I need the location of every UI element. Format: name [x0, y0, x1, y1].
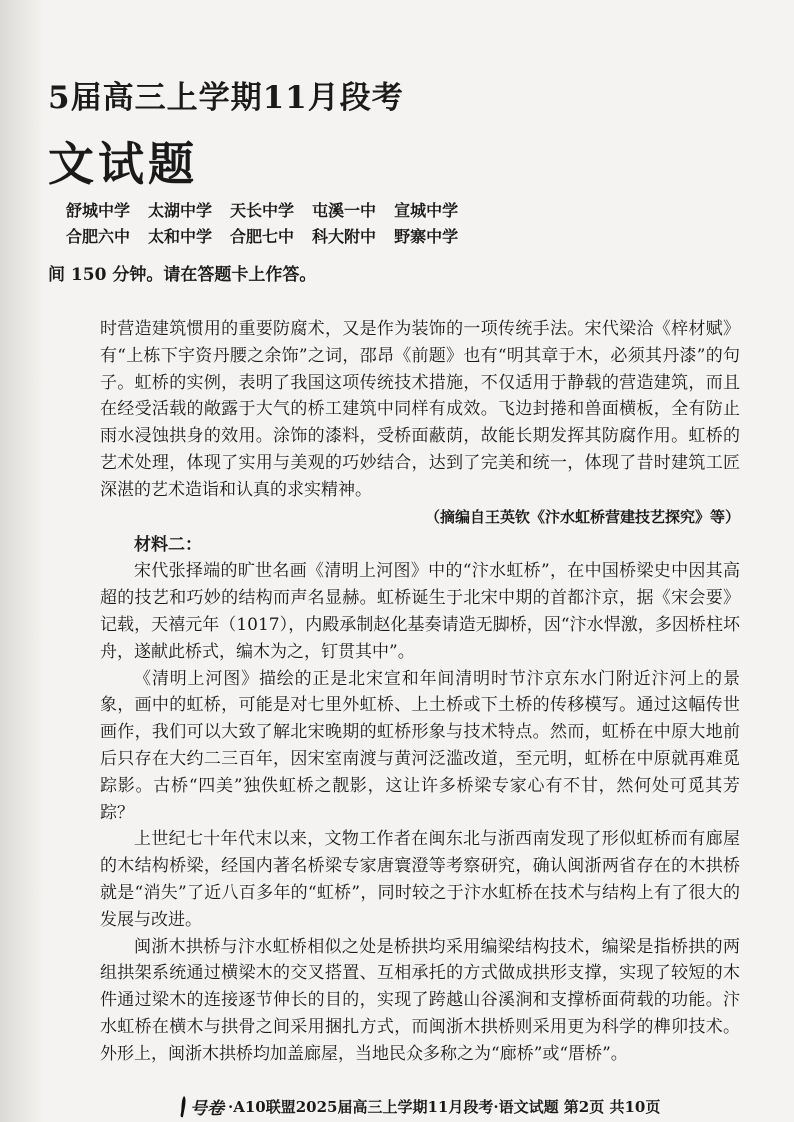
- page-edge-shadow: [0, 0, 44, 1122]
- publisher-logo: [178, 1094, 224, 1119]
- footer-text: ·A10联盟2025届高三上学期11月段考·语文试题 第2页 共10页: [228, 1098, 661, 1116]
- material1-paragraph: 时营造建筑惯用的重要防腐术，又是作为装饰的一项传统手法。宋代梁洽《梓材赋》有“上栋下宇资丹腰之余饰”之词，邵昂《前题》也有“明其章于木，必须其丹漆”的句子。虹桥的实例，表明了我国这项传统技术措施，不仅适用于静载的营造建筑，而且在经受活载的敞露于大气的桥工建筑中同样有成效。飞边封捲和兽面横板，全有防止雨水浸蚀拱身的效用。涂饰的漆料，受桥面蔽荫，故能长期发挥其防腐作用。虹桥的艺术处理，体现了实用与美观的巧妙结合，达到了完美和统一，体现了昔时建筑工匠深湛的艺术造诣和认真的求实精神。: [100, 319, 740, 500]
- brush-stroke-icon: [178, 1095, 188, 1119]
- page-footer: [178, 1094, 660, 1119]
- school-name: 太湖中学: [148, 200, 213, 220]
- material2-paragraph: 闽浙木拱桥与汴水虹桥相似之处是桥拱均采用编梁结构技术，编梁是指桥拱的两组拱架系统通过横梁木的交叉搭置、互相承托的方式做成拱形支撑，实现了较短的木件通过梁木的连接逐节伸长的目的，实现了跨越山谷溪涧和支撑桥面荷载的功能。汴水虹桥在横木与拱骨之间采用捆扎方式，而闽浙木拱桥则采用更为科学的榫卯技术。外形上，闽浙木拱桥均加盖廊屋，当地民众多称之为“廊桥”或“厝桥”。: [100, 936, 740, 1064]
- school-name: 天长中学: [230, 200, 295, 220]
- school-name: 宣城中学: [394, 200, 459, 220]
- school-name: 合肥六中: [66, 226, 131, 246]
- school-row-2: [66, 222, 476, 248]
- school-name: 太和中学: [148, 226, 213, 246]
- logo-text: 号卷: [190, 1099, 224, 1119]
- school-name: 野寨中学: [394, 226, 459, 246]
- school-name: 科大附中: [312, 226, 377, 246]
- material2-paragraph: 宋代张择端的旷世名画《清明上河图》中的“汴水虹桥”，在中国桥梁史中因其高超的技艺和巧妙的结构而声名显赫。虹桥诞生于北宋中期的首都汴京，据《宋会要》记载，天禧元年（1017），内殿承制赵化基奏请造无脚桥，因“汴水悍激，多因桥柱坏舟，遂献此桥式，编木为之，钉贯其中”。: [100, 561, 740, 662]
- reading-material: [100, 316, 740, 1068]
- material2-heading: 材料二：: [134, 534, 202, 555]
- school-name: 屯溪一中: [312, 200, 377, 220]
- material1-source: （摘编自王英钦《汴水虹桥营建技艺探究》等）: [424, 507, 740, 526]
- exam-time-instruction: 间 150 分钟。请在答题卡上作答。: [48, 265, 317, 285]
- school-row-1: [66, 196, 476, 222]
- school-name: 舒城中学: [66, 200, 131, 220]
- school-list: [66, 196, 476, 248]
- material2-paragraph: 《清明上河图》描绘的正是北宋宣和年间清明时节汴京东水门附近汴河上的景象，画中的虹桥，可能是对七里外虹桥、上土桥或下土桥的传移模写。通过这幅传世画作，我们可以大致了解北宋晚期的虹桥形象与技术特点。然而，虹桥在中原大地前后只存在大约二三百年，因宋室南渡与黄河泛滥改道，至元明，虹桥在中原就再难觅踪影。古桥“四美”独佚虹桥之靓影，这让许多桥梁专家心有不甘，然何处可觅其芳踪？: [100, 668, 740, 823]
- exam-title: 5届高三上学期11月段考: [48, 80, 404, 116]
- material2-paragraph: 上世纪七十年代末以来，文物工作者在闽东北与浙西南发现了形似虹桥而有廊屋的木结构桥梁，经国内著名桥梁专家唐寰澄等考察研究，确认闽浙两省存在的木拱桥就是“消失”了近八百多年的“虹桥”，同时较之于汴水虹桥在技术与结构上有了很大的发展与改进。: [100, 829, 740, 930]
- subject-title: 文试题: [48, 137, 198, 191]
- school-name: 合肥七中: [230, 226, 295, 246]
